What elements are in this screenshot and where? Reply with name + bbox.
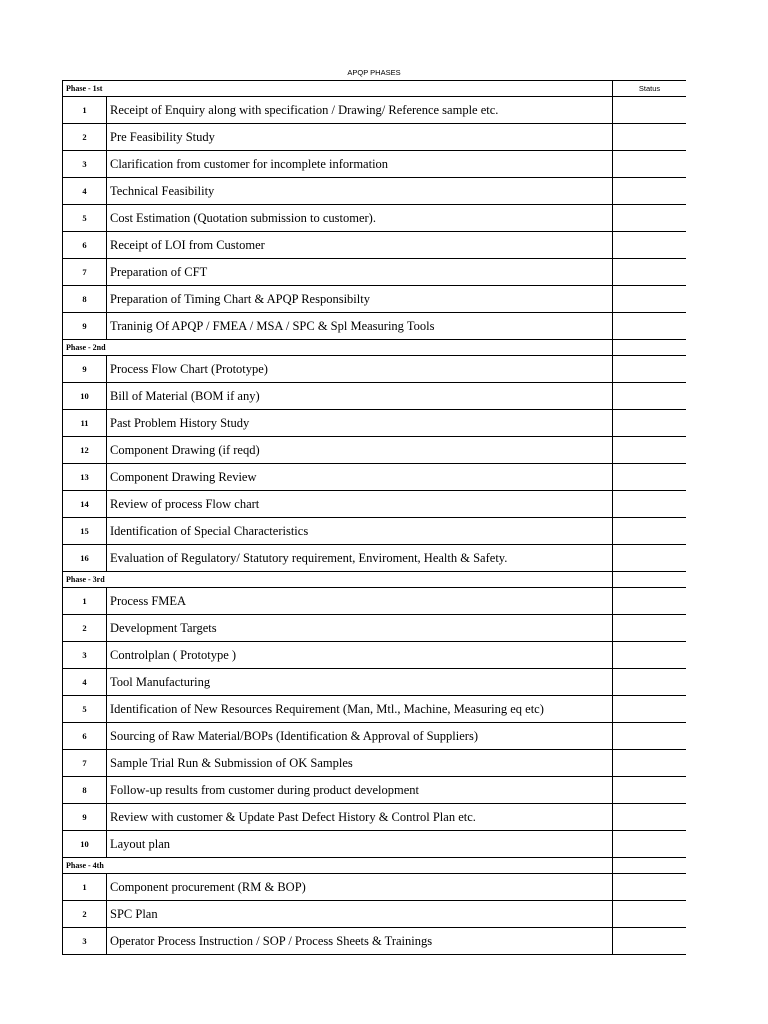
status-cell[interactable]	[613, 723, 686, 750]
table-row	[63, 831, 687, 858]
status-cell[interactable]	[613, 464, 686, 491]
status-cell[interactable]	[613, 831, 686, 858]
apqp-table	[62, 80, 686, 955]
table-row	[63, 205, 687, 232]
activity-cell: Tool Manufacturing	[107, 669, 613, 696]
item-number: 11	[63, 410, 107, 437]
table-row	[63, 232, 687, 259]
status-cell[interactable]	[613, 259, 686, 286]
status-cell[interactable]	[613, 750, 686, 777]
item-number: 12	[63, 437, 107, 464]
activity-cell: Sample Trial Run & Submission of OK Samples	[107, 750, 613, 777]
table-row	[63, 383, 687, 410]
status-cell[interactable]	[613, 901, 686, 928]
item-number: 2	[63, 615, 107, 642]
status-cell[interactable]	[613, 642, 686, 669]
table-row	[63, 151, 687, 178]
status-cell[interactable]	[613, 669, 686, 696]
status-cell[interactable]	[613, 124, 686, 151]
activity-cell: Cost Estimation (Quotation submission to customer).	[107, 205, 613, 232]
status-cell[interactable]	[613, 383, 686, 410]
status-cell[interactable]	[613, 874, 686, 901]
item-number: 4	[63, 669, 107, 696]
table-row	[63, 464, 687, 491]
table-row	[63, 356, 687, 383]
table-row	[63, 124, 687, 151]
activity-cell: Review of process Flow chart	[107, 491, 613, 518]
item-number: 7	[63, 750, 107, 777]
table-row	[63, 723, 687, 750]
item-number: 9	[63, 313, 107, 340]
status-cell[interactable]	[613, 437, 686, 464]
activity-cell: Follow-up results from customer during product development	[107, 777, 613, 804]
apqp-table-body	[63, 81, 687, 955]
item-number: 1	[63, 588, 107, 615]
phase-header-row	[63, 858, 687, 874]
activity-cell: Traninig Of APQP / FMEA / MSA / SPC & Spl Measuring Tools	[107, 313, 613, 340]
table-row	[63, 259, 687, 286]
status-cell[interactable]	[613, 356, 686, 383]
table-row	[63, 491, 687, 518]
status-cell[interactable]	[613, 340, 686, 356]
status-cell[interactable]	[613, 178, 686, 205]
item-number: 9	[63, 804, 107, 831]
item-number: 5	[63, 696, 107, 723]
table-row	[63, 642, 687, 669]
item-number: 14	[63, 491, 107, 518]
status-cell[interactable]	[613, 804, 686, 831]
activity-cell: Pre Feasibility Study	[107, 124, 613, 151]
status-cell[interactable]	[613, 858, 686, 874]
activity-cell: SPC Plan	[107, 901, 613, 928]
item-number: 1	[63, 97, 107, 124]
item-number: 16	[63, 545, 107, 572]
table-row	[63, 874, 687, 901]
item-number: 8	[63, 777, 107, 804]
item-number: 4	[63, 178, 107, 205]
activity-cell: Clarification from customer for incomplete information	[107, 151, 613, 178]
status-cell[interactable]	[613, 205, 686, 232]
activity-cell: Component procurement (RM & BOP)	[107, 874, 613, 901]
status-cell[interactable]	[613, 410, 686, 437]
status-cell[interactable]	[613, 97, 686, 124]
status-cell[interactable]	[613, 518, 686, 545]
item-number: 9	[63, 356, 107, 383]
item-number: 10	[63, 383, 107, 410]
table-row	[63, 928, 687, 955]
item-number: 3	[63, 151, 107, 178]
table-row	[63, 286, 687, 313]
item-number: 2	[63, 124, 107, 151]
table-row	[63, 410, 687, 437]
table-row	[63, 669, 687, 696]
activity-cell: Component Drawing (if reqd)	[107, 437, 613, 464]
activity-cell: Sourcing of Raw Material/BOPs (Identification & Approval of Suppliers)	[107, 723, 613, 750]
item-number: 6	[63, 232, 107, 259]
status-cell[interactable]	[613, 777, 686, 804]
item-number: 1	[63, 874, 107, 901]
phase-header-row	[63, 572, 687, 588]
table-row	[63, 777, 687, 804]
activity-cell: Past Problem History Study	[107, 410, 613, 437]
phase-label: Phase - 3rd	[63, 572, 613, 588]
spreadsheet-page	[62, 66, 686, 956]
item-number: 7	[63, 259, 107, 286]
activity-cell: Technical Feasibility	[107, 178, 613, 205]
activity-cell: Component Drawing Review	[107, 464, 613, 491]
activity-cell: Evaluation of Regulatory/ Statutory requirement, Enviroment, Health & Safety.	[107, 545, 613, 572]
item-number: 2	[63, 901, 107, 928]
status-cell[interactable]	[613, 286, 686, 313]
activity-cell: Process FMEA	[107, 588, 613, 615]
status-cell[interactable]	[613, 545, 686, 572]
table-row	[63, 615, 687, 642]
activity-cell: Operator Process Instruction / SOP / Process Sheets & Trainings	[107, 928, 613, 955]
item-number: 3	[63, 928, 107, 955]
phase-label: Phase - 4th	[63, 858, 613, 874]
status-cell[interactable]	[613, 928, 686, 955]
activity-cell: Layout plan	[107, 831, 613, 858]
item-number: 10	[63, 831, 107, 858]
status-cell[interactable]	[613, 313, 686, 340]
status-cell[interactable]	[613, 696, 686, 723]
status-cell[interactable]	[613, 615, 686, 642]
item-number: 3	[63, 642, 107, 669]
phase-header-row	[63, 340, 687, 356]
activity-cell: Receipt of Enquiry along with specification / Drawing/ Reference sample etc.	[107, 97, 613, 124]
activity-cell: Identification of Special Characteristics	[107, 518, 613, 545]
table-row	[63, 588, 687, 615]
activity-cell: Bill of Material (BOM if any)	[107, 383, 613, 410]
table-row	[63, 545, 687, 572]
table-row	[63, 97, 687, 124]
status-cell[interactable]	[613, 151, 686, 178]
item-number: 13	[63, 464, 107, 491]
activity-cell: Preparation of CFT	[107, 259, 613, 286]
table-row	[63, 804, 687, 831]
activity-cell: Development Targets	[107, 615, 613, 642]
table-row	[63, 178, 687, 205]
activity-cell: Receipt of LOI from Customer	[107, 232, 613, 259]
table-row	[63, 518, 687, 545]
activity-cell: Process Flow Chart (Prototype)	[107, 356, 613, 383]
sheet-title: APQP PHASES	[347, 68, 401, 77]
item-number: 6	[63, 723, 107, 750]
table-row	[63, 437, 687, 464]
phase-header-row	[63, 81, 687, 97]
status-cell[interactable]	[613, 588, 686, 615]
activity-cell: Review with customer & Update Past Defect History & Control Plan etc.	[107, 804, 613, 831]
table-row	[63, 696, 687, 723]
activity-cell: Controlplan ( Prototype )	[107, 642, 613, 669]
table-row	[63, 750, 687, 777]
phase-label: Phase - 2nd	[63, 340, 613, 356]
item-number: 8	[63, 286, 107, 313]
status-cell[interactable]	[613, 572, 686, 588]
activity-cell: Identification of New Resources Requirement (Man, Mtl., Machine, Measuring eq etc)	[107, 696, 613, 723]
status-cell[interactable]	[613, 232, 686, 259]
table-row	[63, 901, 687, 928]
activity-cell: Preparation of Timing Chart & APQP Responsibilty	[107, 286, 613, 313]
status-column-header: Status	[613, 81, 686, 97]
table-row	[63, 313, 687, 340]
phase-label: Phase - 1st	[63, 81, 613, 97]
item-number: 15	[63, 518, 107, 545]
status-cell[interactable]	[613, 491, 686, 518]
item-number: 5	[63, 205, 107, 232]
